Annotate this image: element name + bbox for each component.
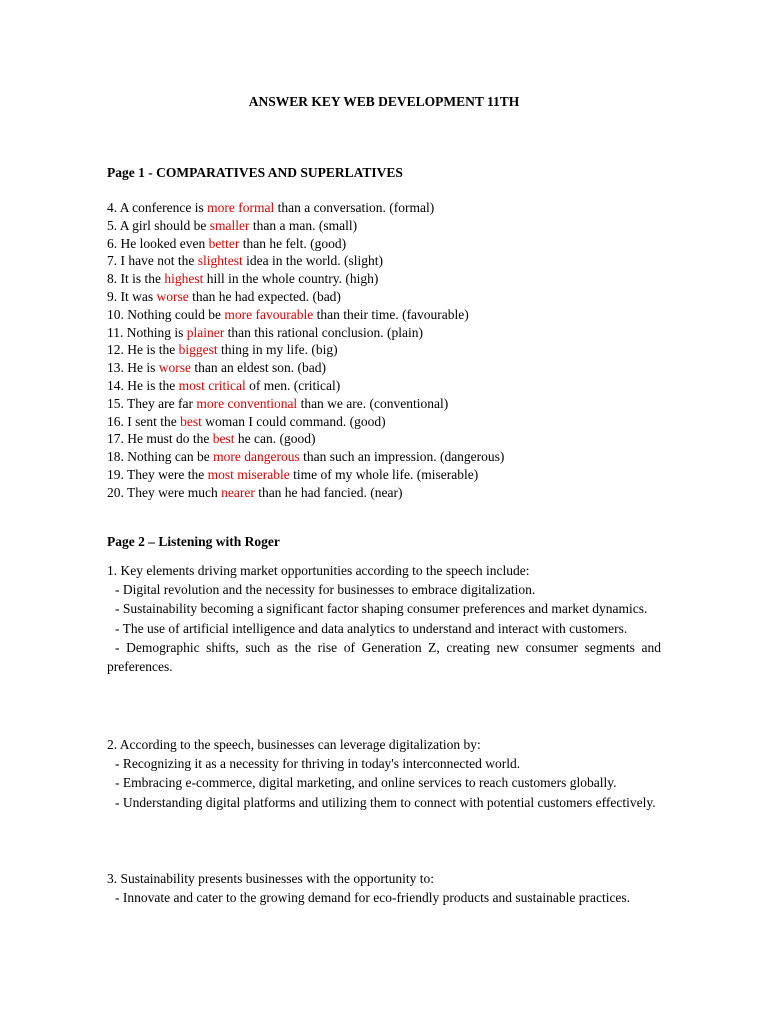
answer-highlight: worse — [158, 360, 191, 376]
answer-item — [107, 413, 667, 431]
sentence-end: of men. (critical) — [245, 377, 341, 393]
answer-highlight: highest — [164, 271, 204, 287]
sentence-start: 9. It was — [107, 288, 157, 304]
answer-highlight: smaller — [209, 217, 250, 233]
question-block-3 — [107, 869, 661, 907]
sentence-end: he can. (good) — [234, 431, 316, 447]
answer-item — [107, 217, 667, 235]
sentence-end: than a man. (small) — [249, 217, 358, 233]
sentence-start: 12. He is the — [107, 342, 179, 358]
sentence-start: 7. I have not the — [107, 253, 198, 269]
answer-item — [107, 306, 667, 324]
answer-highlight: plainer — [186, 324, 225, 340]
sentence-start: 13. He is — [107, 360, 159, 376]
document-title: ANSWER KEY WEB DEVELOPMENT 11TH — [248, 94, 520, 109]
answer-item — [107, 395, 667, 413]
sentence-end: than such an impression. (dangerous) — [299, 449, 505, 465]
answer-bullet: - Embracing e-commerce, digital marketing, and online services to reach customers globally. — [115, 775, 617, 791]
answer-highlight: more favourable — [224, 306, 314, 322]
answer-list — [107, 199, 667, 502]
answer-item — [107, 324, 667, 342]
sentence-end: than their time. (favourable) — [313, 306, 469, 322]
sentence-start: 20. They were much — [107, 484, 222, 500]
answer-highlight: nearer — [221, 484, 255, 500]
answer-highlight: best — [212, 431, 235, 447]
answer-bullet: - Recognizing it as a necessity for thriving in today's interconnected world. — [115, 756, 521, 772]
sentence-end: woman I could command. (good) — [201, 413, 386, 429]
section-heading-comparatives: Page 1 - COMPARATIVES AND SUPERLATIVES — [107, 165, 403, 180]
sentence-start: 4. A conference is — [107, 200, 208, 215]
answer-item — [107, 199, 667, 217]
sentence-start: 18. Nothing can be — [107, 449, 214, 465]
answer-bullet: - Innovate and cater to the growing demand for eco-friendly products and sustainable practices. — [115, 890, 631, 906]
answer-item — [107, 270, 667, 288]
sentence-start: 8. It is the — [107, 271, 165, 287]
sentence-end: than he had fancied. (near) — [254, 484, 403, 500]
sentence-end: than he felt. (good) — [239, 235, 347, 251]
answer-bullet: - Sustainability becoming a significant factor shaping consumer preferences and market dynamics. — [115, 601, 648, 617]
answer-highlight: best — [180, 413, 202, 429]
section-heading-listening: Page 2 – Listening with Roger — [107, 534, 280, 549]
sentence-end: hill in the whole country. (high) — [203, 271, 379, 287]
answer-highlight: most miserable — [207, 466, 290, 482]
answer-item — [107, 288, 667, 306]
answer-item — [107, 430, 667, 448]
answer-highlight: more dangerous — [213, 449, 300, 465]
sentence-start: 6. He looked even — [107, 235, 209, 251]
question-text: 3. Sustainability presents businesses with the opportunity to: — [107, 871, 434, 886]
answer-item — [107, 466, 667, 484]
sentence-start: 10. Nothing could be — [107, 306, 225, 322]
answer-item — [107, 235, 667, 253]
answer-highlight: more formal — [207, 200, 275, 215]
sentence-start: 19. They were the — [107, 466, 208, 482]
answer-bullet: - The use of artificial intelligence and data analytics to understand and interact with customers. — [115, 620, 628, 636]
answer-item — [107, 359, 667, 377]
question-block-2 — [107, 735, 661, 812]
sentence-end: than this rational conclusion. (plain) — [224, 324, 423, 340]
sentence-start: 15. They are far — [107, 395, 197, 411]
answer-item — [107, 341, 667, 359]
answer-highlight: biggest — [178, 342, 218, 358]
sentence-end: idea in the world. (slight) — [242, 253, 383, 269]
answer-item — [107, 377, 667, 395]
answer-highlight: worse — [156, 288, 189, 304]
question-text: 1. Key elements driving market opportunities according to the speech include: — [107, 563, 530, 578]
sentence-start: 14. He is the — [107, 377, 179, 393]
sentence-end: time of my whole life. (miserable) — [289, 466, 479, 482]
sentence-end: than an eldest son. (bad) — [191, 360, 326, 376]
sentence-start: 17. He must do the — [107, 431, 213, 447]
answer-item — [107, 484, 667, 502]
answer-highlight: more conventional — [196, 395, 298, 411]
answer-bullet: - Demographic shifts, such as the rise of Generation Z, creating new consumer segments and preferences. — [107, 639, 661, 675]
answer-item — [107, 448, 667, 466]
answer-bullet: - Digital revolution and the necessity for businesses to embrace digitalization. — [115, 582, 536, 598]
sentence-end: thing in my life. (big) — [217, 342, 338, 358]
sentence-start: 11. Nothing is — [107, 324, 187, 340]
answer-highlight: slightest — [197, 253, 243, 269]
sentence-end: than he had expected. (bad) — [188, 288, 341, 304]
answer-item — [107, 252, 667, 270]
answer-bullet: - Understanding digital platforms and utilizing them to connect with potential customers effectively. — [115, 794, 656, 810]
answer-highlight: better — [208, 235, 240, 251]
sentence-end: than we are. (conventional) — [297, 395, 449, 411]
question-block-1 — [107, 561, 661, 676]
answer-highlight: most critical — [178, 377, 246, 393]
sentence-start: 5. A girl should be — [107, 217, 210, 233]
sentence-end: than a conversation. (formal) — [274, 200, 435, 215]
question-text: 2. According to the speech, businesses can leverage digitalization by: — [107, 737, 481, 752]
sentence-start: 16. I sent the — [107, 413, 181, 429]
